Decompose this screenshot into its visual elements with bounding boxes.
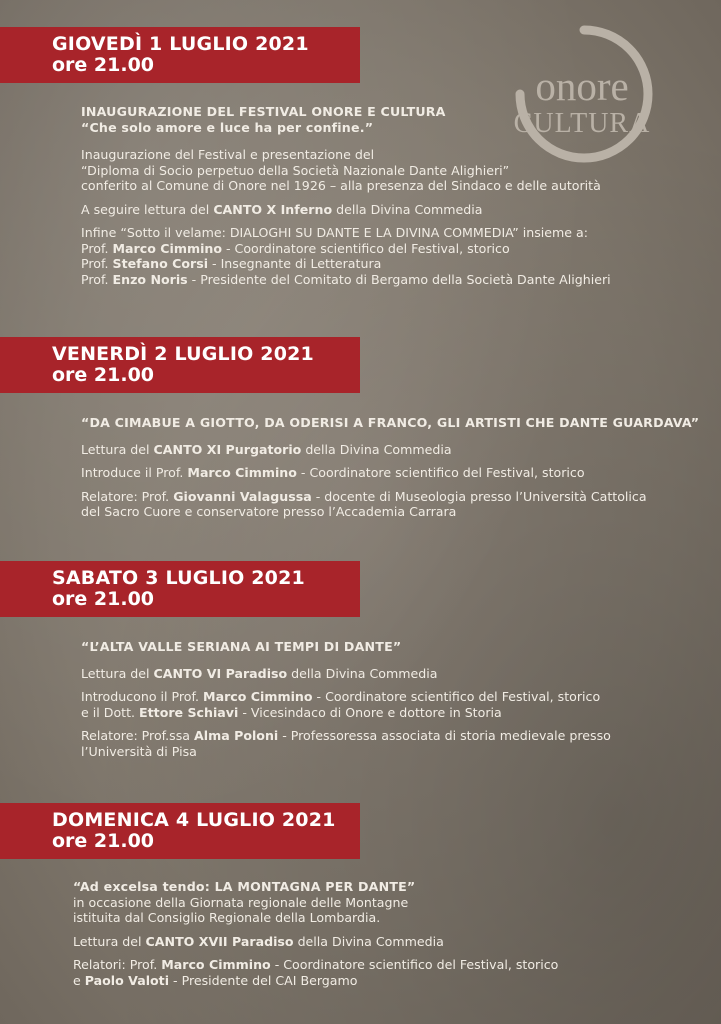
paragraph-speakers: Relatori: Prof. Marco Cimmino - Coordinatore scientifico del Festival, storico e Paolo Valoti - Presidente del CAI Bergamo: [73, 957, 559, 988]
day-time: ore 21.00: [52, 364, 155, 386]
paragraph-speaker: Relatore: Prof. Giovanni Valagussa - docente di Museologia presso l’Università Cattolica del Sacro Cuore e conservatore presso l’Accademia Carrara: [81, 488, 647, 519]
event-title: “DA CIMABUE A GIOTTO, DA ODERISI A FRANCO, GLI ARTISTI CHE DANTE GUARDAVA”: [81, 415, 700, 430]
event-title: INAUGURAZIONE DEL FESTIVAL ONORE E CULTURA: [81, 104, 446, 119]
paragraph-introduction: Introducono il Prof. Marco Cimmino - Coordinatore scientifico del Festival, storico e il Dott. Ettore Schiavi - Vicesindaco di Onore e dottore in Storia: [81, 689, 601, 720]
event-subtitle: “Che solo amore e luce ha per confine.”: [81, 119, 374, 135]
paragraph-inauguration: Inaugurazione del Festival e presentazione del “Diploma di Socio perpetuo della Società Nazionale Dante Alighieri” conferito al Comune di Onore nel 1926 – alla presenza del Sindaco e delle autorità: [81, 147, 601, 193]
logo-text-cultura: CULTURA: [513, 108, 651, 139]
logo-text-onore: onore: [535, 63, 629, 109]
paragraph-speaker: Relatore: Prof.ssa Alma Poloni - Professoressa associata di storia medievale presso l’Università di Pisa: [81, 728, 611, 759]
paragraph-dialogues: Infine “Sotto il velame: DIALOGHI SU DANTE E LA DIVINA COMMEDIA” insieme a: Prof. Marco Cimmino - Coordinatore scientifico del Festival, storico Prof. Stefano Corsi - Insegnante di Letteratura Prof. Enzo Noris - Presidente del Comitato di Bergamo della Società Dante Alighieri: [81, 225, 611, 287]
event-title: “Ad excelsa tendo: LA MONTAGNA PER DANTE”: [73, 879, 416, 894]
speaker-line: Prof.: [81, 256, 113, 271]
day-time: ore 21.00: [52, 588, 155, 610]
section-friday: [81, 415, 701, 528]
section-thursday: [81, 104, 701, 295]
section-saturday: [81, 639, 701, 767]
speaker-line: Prof.: [81, 240, 113, 256]
event-title: “L’ALTA VALLE SERIANA AI TEMPI DI DANTE”: [81, 639, 402, 654]
day-title: SABATO 3 LUGLIO 2021: [52, 567, 305, 589]
speaker-line: Prof.: [81, 271, 113, 287]
day-banner-saturday: [0, 561, 360, 617]
day-banner-sunday: [0, 803, 360, 859]
paragraph-reading: Lettura del CANTO VI Paradiso della Divina Commedia: [81, 665, 438, 681]
day-banner-thursday: [0, 27, 360, 83]
section-sunday: [73, 879, 701, 996]
paragraph-introduction: Introduce il Prof. Marco Cimmino - Coordinatore scientifico del Festival, storico: [81, 465, 585, 480]
day-time: ore 21.00: [52, 54, 155, 76]
paragraph-reading: Lettura del CANTO XVII Paradiso della Divina Commedia: [73, 933, 444, 949]
day-time: ore 21.00: [52, 830, 155, 852]
paragraph-reading: A seguire lettura del CANTO X Inferno della Divina Commedia: [81, 201, 483, 217]
day-title: DOMENICA 4 LUGLIO 2021: [52, 809, 336, 831]
day-banner-friday: [0, 337, 360, 393]
day-title: GIOVEDÌ 1 LUGLIO 2021: [52, 33, 309, 55]
paragraph-intro: “Ad excelsa tendo: LA MONTAGNA PER DANTE” in occasione della Giornata regionale delle Montagne istituita dal Consiglio Regionale della Lombardia.: [73, 879, 416, 925]
day-title: VENERDÌ 2 LUGLIO 2021: [52, 343, 314, 365]
paragraph-reading: Lettura del CANTO XI Purgatorio della Divina Commedia: [81, 441, 452, 457]
